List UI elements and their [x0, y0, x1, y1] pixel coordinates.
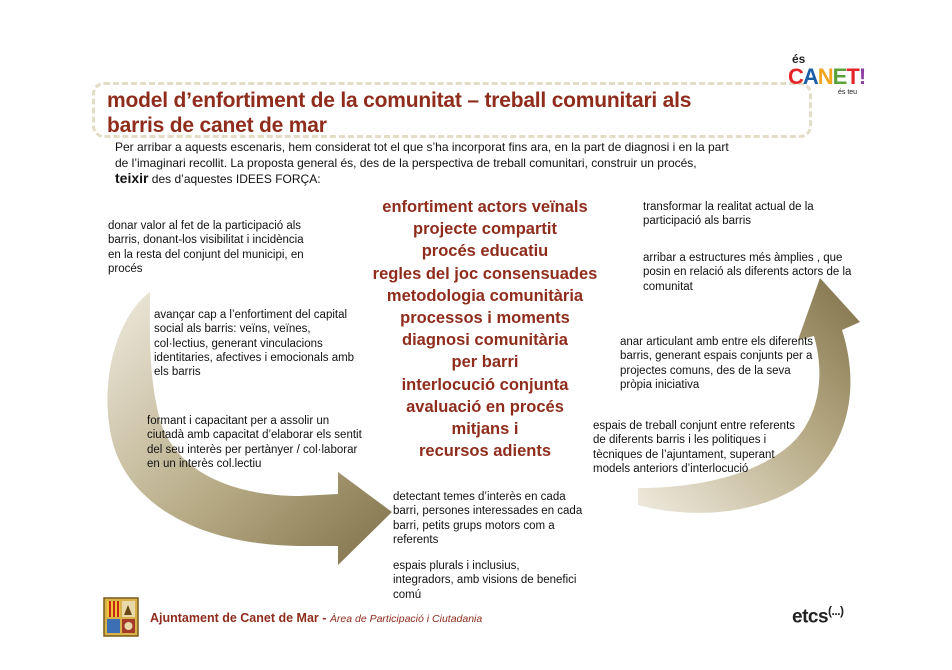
center-idea: diagnosi comunitària	[402, 331, 568, 350]
intro-line-3	[115, 171, 830, 188]
canet-logo	[788, 64, 865, 90]
center-idea: metodologia comunitària	[386, 286, 584, 305]
intro-line-3-rest: des d’aquestes IDEES FORÇA:	[148, 172, 321, 186]
footer-org-name: Ajuntament de Canet de Mar -	[150, 611, 330, 625]
etcs-logo	[792, 604, 844, 628]
logo-letter: C	[788, 64, 803, 89]
intro-line-2: de l’imaginari recollit. La proposta general és, des de la perspectiva de treball comunitari, construir un procés,	[115, 155, 697, 170]
etcs-logo-suffix: (...)	[828, 604, 844, 618]
center-idea: processos i moments	[400, 309, 570, 328]
logo-letter: T	[846, 64, 859, 89]
center-ideas-list	[350, 196, 620, 462]
logo-letter: !	[858, 64, 866, 89]
left-item-3: formant i capacitant per a assolir un ciutadà amb capacitat d’elaborar els sentit del seu interès per pertànyer / col·laborar en un interès col.lectiu	[147, 415, 362, 470]
center-idea: procés educatiu	[421, 242, 549, 261]
bottom-item-1: detectant temes d’interès en cada barri, persones interessades en cada barri, petits grups motors com a referents	[393, 491, 583, 546]
left-item-2: avançar cap a l’enfortiment del capital social als barris: veïns, veïnes, col·lectius, generant vinculacions identitaries, afectives i emocionals amb els barris	[154, 309, 355, 379]
logo-letter: N	[817, 64, 833, 89]
bottom-item-2: espais plurals i inclusius, integradors, amb visions de benefici comú	[393, 560, 577, 601]
logo-es-text: és	[792, 52, 806, 66]
center-idea: per barri	[451, 353, 519, 372]
left-item-1: donar valor al fet de la participació als barris, donant-los visibilitat i incidència en la resta del conjunt del municipi, en procés	[108, 220, 304, 275]
title-line-1: model d’enfortiment de la comunitat – treball comunitari als	[107, 89, 692, 112]
intro-line-1: Per arribar a aquests escenaris, hem considerat tot el que s’ha incorporat fins ara, en la part de diagnosi i en la part	[115, 140, 729, 154]
footer-organization	[150, 611, 482, 625]
center-idea: avaluació en procés	[406, 397, 564, 416]
logo-letter: A	[802, 64, 818, 89]
title-line-2: barris de canet de mar	[107, 114, 327, 137]
coat-of-arms-icon	[103, 597, 139, 637]
right-item-1: transformar la realitat actual de la participació als barris	[643, 201, 814, 228]
right-curved-arrow	[638, 278, 860, 513]
right-item-4: espais de treball conjunt entre referents de diferents barris i les politiques i tècniques de l’ajuntament, superant models anteriors d’interlocució	[593, 420, 796, 475]
footer-area-name: Àrea de Participació i Ciutadania	[329, 613, 483, 625]
logo-es-teu-text: és teu	[838, 89, 858, 96]
center-idea: projecte compartit	[413, 220, 557, 239]
center-idea: recursos adients	[418, 442, 552, 461]
center-idea: enfortiment actors veïnals	[382, 198, 588, 216]
right-item-2: arribar a estructures més àmplies , que posin en relació als diferents actors de la comunitat	[643, 252, 852, 293]
logo-letter: E	[832, 64, 847, 89]
center-idea: mitjans i	[451, 420, 519, 439]
page-title	[107, 88, 787, 138]
center-idea: interlocució conjunta	[401, 375, 569, 394]
right-item-3: anar articulant amb entre els diferents barris, generant espais conjunts per a projectes comuns, des de la seva pròpia iniciativa	[620, 336, 814, 391]
intro-emphasis: teixir	[115, 170, 149, 186]
intro-paragraph	[115, 140, 830, 188]
etcs-logo-text: etcs	[792, 606, 829, 628]
center-idea: regles del joc consensuades	[372, 264, 598, 283]
